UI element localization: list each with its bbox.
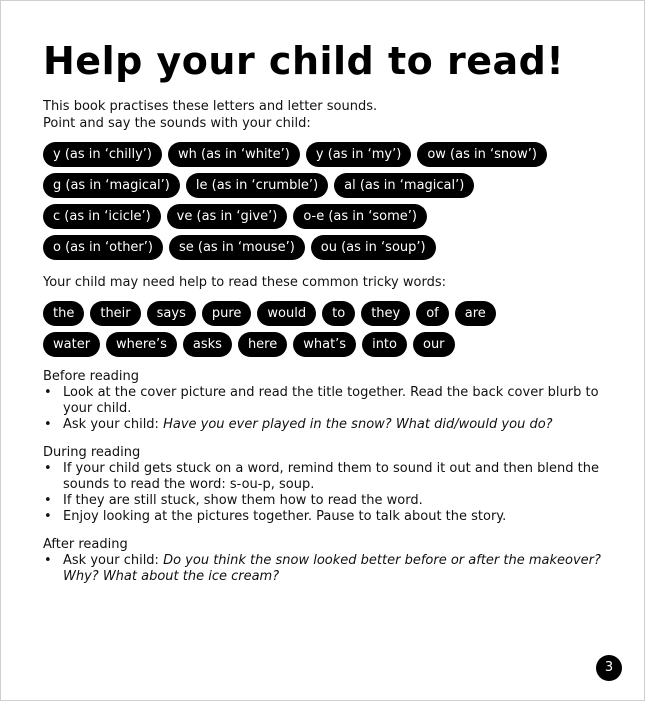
list-item [63, 461, 603, 493]
section-title: After reading [43, 537, 128, 552]
tricky-word-pill: pure [202, 301, 252, 326]
tricky-word-pill: asks [183, 332, 232, 357]
tricky-word-pill: our [413, 332, 455, 357]
after-reading-section [43, 537, 603, 585]
page-title: Help your child to read! [43, 39, 565, 83]
list-item [63, 493, 603, 509]
list-item-text: Ask your child: [63, 417, 164, 432]
tricky-word-row [43, 301, 603, 326]
tricky-word-pill: what’s [293, 332, 356, 357]
sound-pill: se (as in ‘mouse’) [169, 235, 305, 260]
section-title: Before reading [43, 369, 140, 384]
tricky-word-pill: of [416, 301, 449, 326]
sound-pill: wh (as in ‘white’) [168, 142, 300, 167]
tricky-words-intro: Your child may need help to read these common tricky words: [43, 275, 446, 290]
sound-pill: o-e (as in ‘some’) [293, 204, 427, 229]
intro-text [43, 98, 603, 132]
sound-pill: le (as in ‘crumble’) [186, 173, 328, 198]
during-reading-section [43, 445, 603, 525]
tricky-word-pill: says [147, 301, 196, 326]
before-reading-section [43, 369, 603, 433]
list-item-question: Have you ever played in the snow? What did/would you do? [163, 417, 553, 432]
list-item-text: If your child gets stuck on a word, remind them to sound it out and then blend the sounds to read the word: s-ou-p, soup. [63, 461, 599, 492]
list-item-text: If they are still stuck, show them how to read the word. [63, 493, 423, 508]
sound-row [43, 173, 603, 198]
tricky-word-pill: the [43, 301, 84, 326]
tricky-word-pill: they [361, 301, 410, 326]
sound-pill: y (as in ‘my’) [306, 142, 411, 167]
list-item-text: Look at the cover picture and read the title together. Read the back cover blurb to your child. [63, 385, 599, 416]
tricky-word-row [43, 332, 603, 357]
sound-pill: ou (as in ‘soup’) [311, 235, 436, 260]
tricky-word-pill: their [90, 301, 140, 326]
page-content [43, 38, 603, 585]
bullet-list [43, 385, 603, 433]
bullet-list [43, 461, 603, 525]
bullet-list [43, 553, 603, 585]
tricky-word-pill: to [322, 301, 355, 326]
letter-sounds [43, 142, 603, 260]
list-item [63, 553, 603, 585]
section-title: During reading [43, 445, 141, 460]
tricky-word-pill: here [238, 332, 287, 357]
sound-pill: o (as in ‘other’) [43, 235, 163, 260]
sound-pill: al (as in ‘magical’) [334, 173, 474, 198]
tricky-words [43, 301, 603, 357]
intro-line: This book practises these letters and letter sounds. [43, 99, 378, 114]
list-item-text: Ask your child: [63, 553, 164, 568]
sound-pill: y (as in ‘chilly’) [43, 142, 162, 167]
sound-row [43, 235, 603, 260]
sound-pill: ow (as in ‘snow’) [417, 142, 547, 167]
list-item-question: Do you think the snow looked better before or after the makeover? Why? What about the ice cream? [63, 553, 601, 584]
sound-row [43, 204, 603, 229]
intro-line: Point and say the sounds with your child: [43, 116, 311, 131]
sound-pill: c (as in ‘icicle’) [43, 204, 161, 229]
tricky-word-pill: into [362, 332, 407, 357]
list-item-text: Enjoy looking at the pictures together. Pause to talk about the story. [63, 509, 507, 524]
tricky-word-pill: where’s [106, 332, 177, 357]
tricky-word-pill: are [455, 301, 496, 326]
list-item [63, 417, 603, 433]
sound-pill: ve (as in ‘give’) [167, 204, 288, 229]
sound-pill: g (as in ‘magical’) [43, 173, 180, 198]
list-item [63, 509, 603, 525]
sound-row [43, 142, 603, 167]
page-number-badge: 3 [596, 655, 622, 681]
list-item [63, 385, 603, 417]
tricky-word-pill: would [257, 301, 316, 326]
tricky-word-pill: water [43, 332, 100, 357]
